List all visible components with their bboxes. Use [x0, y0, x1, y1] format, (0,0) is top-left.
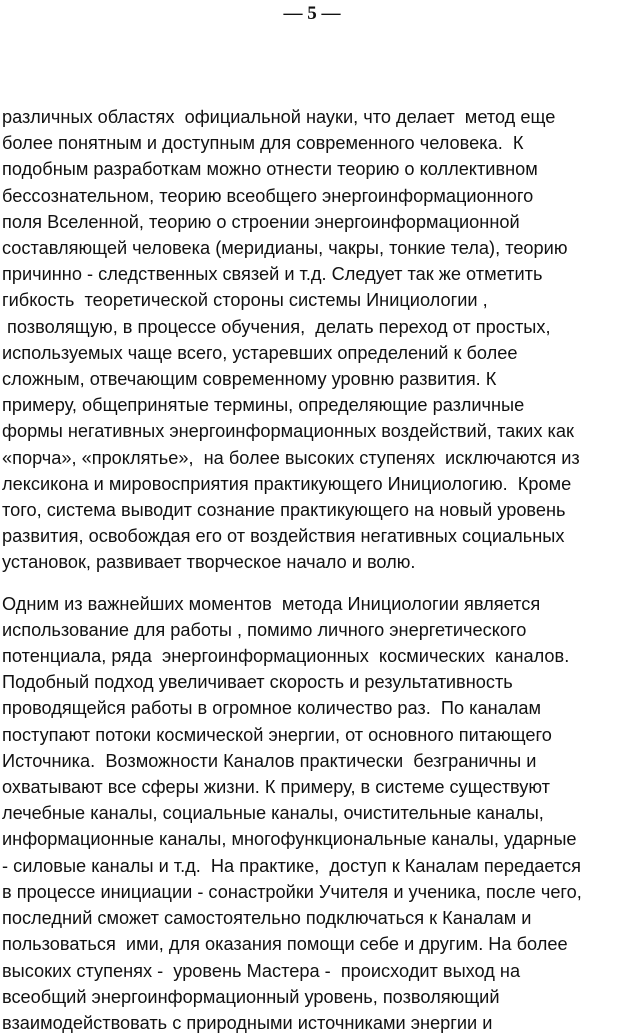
- text-line: используемых чаще всего, устаревших определений к более: [2, 342, 518, 363]
- text-line: высоких ступенях - уровень Мастера - происходит выход на: [2, 960, 521, 981]
- text-line: пользоваться ими, для оказания помощи себе и другим. На более: [2, 934, 568, 955]
- text-line: установок, развивает творческое начало и волю.: [2, 552, 416, 573]
- text-line: причинно - следственных связей и т.д. Следует так же отметить: [2, 264, 543, 285]
- text-line: составляющей человека (меридианы, чакры, тонкие тела), теорию: [2, 238, 568, 259]
- text-line: - силовые каналы и т.д. На практике, доступ к Каналам передается: [2, 855, 581, 876]
- text-line: примеру, общепринятые термины, определяющие различные: [2, 395, 525, 416]
- text-line: подобным разработкам можно отнести теорию о коллективном: [2, 159, 538, 180]
- text-line: формы негативных энергоинформационных воздействий, таких как: [2, 421, 574, 442]
- paragraph-1: [2, 104, 623, 576]
- text-line: лексикона и мировосприятия практикующего Инициологию. Кроме: [2, 473, 572, 494]
- text-line: последний сможет самостоятельно подключаться к Каналам и: [2, 908, 532, 929]
- text-line: позволящую, в процессе обучения, делать переход от простых,: [2, 316, 551, 337]
- text-line: поля Вселенной, теорию о строении энергоинформационной: [2, 211, 520, 232]
- text-line: поступают потоки космической энергии, от основного питающего: [2, 724, 552, 745]
- text-line: в процессе инициации - сонастройки Учителя и ученика, после чего,: [2, 881, 582, 902]
- page-number: — 5 —: [283, 3, 341, 24]
- text-line: Источника. Возможности Каналов практически безграничны и: [2, 750, 537, 771]
- text-line: различных областях официальной науки, что делает метод еще: [2, 107, 556, 127]
- text-line: использование для работы , помимо личного энергетического: [2, 619, 527, 640]
- text-line: сложным, отвечающим современному уровню развития. К: [2, 369, 497, 390]
- text-line: проводящейся работы в огромное количество раз. По каналам: [2, 698, 541, 719]
- paragraph-2: [2, 591, 623, 1036]
- text-line: развития, освобождая его от воздействия негативных социальных: [2, 526, 565, 547]
- text-line: информационные каналы, многофункциональные каналы, ударные: [2, 829, 577, 850]
- text-line: взаимодействовать с природными источниками энергии и: [2, 1012, 493, 1033]
- text-line: гибкость теоретической стороны системы Инициологии ,: [2, 290, 488, 311]
- text-line: лечебные каналы, социальные каналы, очистительные каналы,: [2, 803, 544, 824]
- text-line: «порча», «проклятье», на более высоких ступенях исключаются из: [2, 447, 580, 468]
- text-line: Подобный подход увеличивает скорость и результативность: [2, 672, 513, 693]
- text-line: того, система выводит сознание практикующего на новый уровень: [2, 500, 566, 521]
- text-line: потенциала, ряда энергоинформационных космических каналов.: [2, 646, 570, 667]
- body-text: [2, 104, 623, 1036]
- text-line: более понятным и доступным для современного человека. К: [2, 133, 524, 154]
- text-line: всеобщий энергоинформационный уровень, позволяющий: [2, 986, 500, 1007]
- text-line: Одним из важнейших моментов метода Инициологии является: [2, 593, 541, 614]
- text-line: охватывают все сферы жизни. К примеру, в системе существуют: [2, 777, 550, 798]
- text-line: бессознательном, теорию всеобщего энергоинформационного: [2, 185, 534, 206]
